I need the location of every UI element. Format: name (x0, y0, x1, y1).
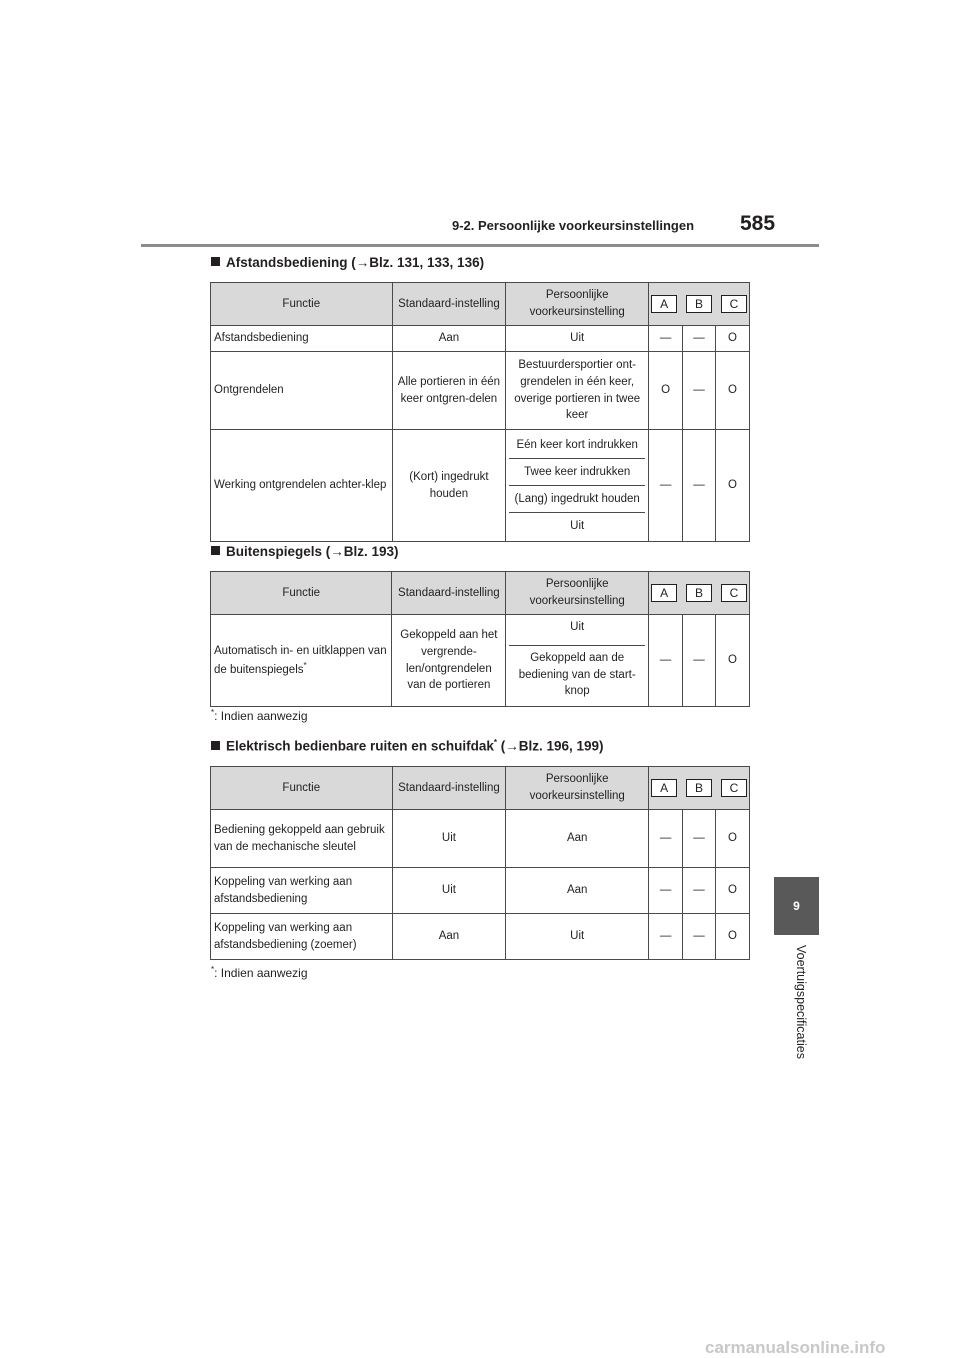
cell-c: O (716, 615, 750, 707)
cell-personal: Uit (506, 914, 649, 960)
cell-c: O (716, 326, 750, 352)
cell-c: O (716, 868, 750, 914)
footnote-marker: * (303, 660, 307, 670)
cell-a: — (649, 430, 683, 542)
label-b: B (686, 584, 712, 602)
option-item: (Lang) ingedrukt houden (509, 486, 645, 513)
header-abc (649, 767, 750, 810)
chapter-number: 9 (793, 899, 800, 913)
table-afstandsbediening (210, 282, 750, 542)
cell-personal: Aan (506, 810, 649, 868)
bullet-square-icon (211, 741, 220, 750)
table-header-row (211, 283, 750, 326)
label-b: B (686, 779, 712, 797)
cell-default: Gekoppeld aan het vergrende-len/ontgrendelen van de portieren (392, 615, 506, 707)
cell-a: — (649, 326, 683, 352)
bullet-square-icon (211, 546, 220, 555)
header-rule (141, 244, 819, 247)
cell-personal: Uit (506, 326, 649, 352)
watermark: carmanualsonline.info (705, 1338, 886, 1357)
cell-a: — (649, 810, 683, 868)
chapter-label: Voertuigspecificaties (794, 945, 808, 1059)
option-item: Gekoppeld aan de bediening van de start-knop (518, 652, 636, 698)
header-abc (649, 283, 750, 326)
cell-a: O (649, 352, 683, 430)
cell-default: Uit (392, 868, 506, 914)
cell-b: — (683, 615, 716, 707)
cell-function: Koppeling van werking aan afstandsbediening (211, 868, 393, 914)
table-row (211, 868, 750, 914)
cell-function: Werking ontgrendelen achter-klep (211, 430, 393, 542)
footnote: *: Indien aanwezig (211, 708, 308, 723)
cell-default: Aan (392, 326, 506, 352)
table-row (211, 810, 750, 868)
header-functie: Functie (211, 767, 393, 810)
section-heading-ruiten-schuifdak: Elektrisch bedienbare ruiten en schuifdak* (→Blz. 196, 199) (211, 738, 604, 754)
cell-b: — (683, 914, 716, 960)
cell-c: O (716, 430, 750, 542)
table-ruiten-schuifdak (210, 766, 750, 960)
label-b: B (686, 295, 712, 313)
cell-personal: Bestuurdersportier ont-grendelen in één keer, overige portieren in twee keer (506, 352, 649, 430)
cell-a: — (649, 868, 683, 914)
label-a: A (651, 584, 677, 602)
cell-b: — (683, 868, 716, 914)
cell-c: O (716, 914, 750, 960)
cell-default: Aan (392, 914, 506, 960)
section-heading-afstandsbediening: Afstandsbediening (→Blz. 131, 133, 136) (211, 255, 484, 270)
cell-a: — (649, 914, 683, 960)
cell-personal-options (506, 615, 649, 707)
section-header-title: 9-2. Persoonlijke voorkeursinstellingen (452, 218, 695, 233)
cell-function: Bediening gekoppeld aan gebruik van de mechanische sleutel (211, 810, 393, 868)
option-item: Uit (509, 617, 645, 646)
cell-b: — (683, 430, 716, 542)
cell-c: O (716, 352, 750, 430)
header-standaard: Standaard-instelling (392, 283, 506, 326)
cell-default: Uit (392, 810, 506, 868)
cell-default: (Kort) ingedrukt houden (392, 430, 506, 542)
table-header-row (211, 767, 750, 810)
header-functie: Functie (211, 572, 392, 615)
header-persoonlijke: Persoonlijke voorkeursinstelling (506, 283, 649, 326)
table-row (211, 615, 750, 707)
header-persoonlijke: Persoonlijke voorkeursinstelling (506, 572, 649, 615)
section-heading-buitenspiegels: Buitenspiegels (→Blz. 193) (211, 544, 399, 559)
cell-function: Automatisch in- en uitklappen van de buitenspiegels* (211, 615, 392, 707)
cell-function: Koppeling van werking aan afstandsbediening (zoemer) (211, 914, 393, 960)
table-row (211, 430, 750, 542)
table-row (211, 352, 750, 430)
header-abc (649, 572, 750, 615)
table-header-row (211, 572, 750, 615)
page-number: 585 (740, 212, 776, 235)
label-c: C (721, 295, 747, 313)
label-a: A (651, 295, 677, 313)
table-row (211, 326, 750, 352)
header-standaard: Standaard-instelling (392, 767, 506, 810)
header-persoonlijke: Persoonlijke voorkeursinstelling (506, 767, 649, 810)
option-item: Eén keer kort indrukken (509, 432, 645, 459)
cell-personal-options (506, 430, 649, 542)
cell-b: — (683, 352, 716, 430)
cell-a: — (649, 615, 683, 707)
header-standaard: Standaard-instelling (392, 572, 506, 615)
header-functie: Functie (211, 283, 393, 326)
chapter-tab (774, 877, 819, 935)
option-item: Uit (570, 520, 585, 532)
cell-function: Ontgrendelen (211, 352, 393, 430)
cell-b: — (683, 326, 716, 352)
cell-default: Alle portieren in één keer ontgren-delen (392, 352, 506, 430)
table-buitenspiegels (210, 571, 750, 707)
cell-b: — (683, 810, 716, 868)
cell-personal: Aan (506, 868, 649, 914)
cell-c: O (716, 810, 750, 868)
option-item: Twee keer indrukken (509, 459, 645, 486)
label-c: C (721, 779, 747, 797)
cell-function: Afstandsbediening (211, 326, 393, 352)
table-row (211, 914, 750, 960)
label-a: A (651, 779, 677, 797)
bullet-square-icon (211, 257, 220, 266)
footnote: *: Indien aanwezig (211, 965, 308, 980)
label-c: C (721, 584, 747, 602)
